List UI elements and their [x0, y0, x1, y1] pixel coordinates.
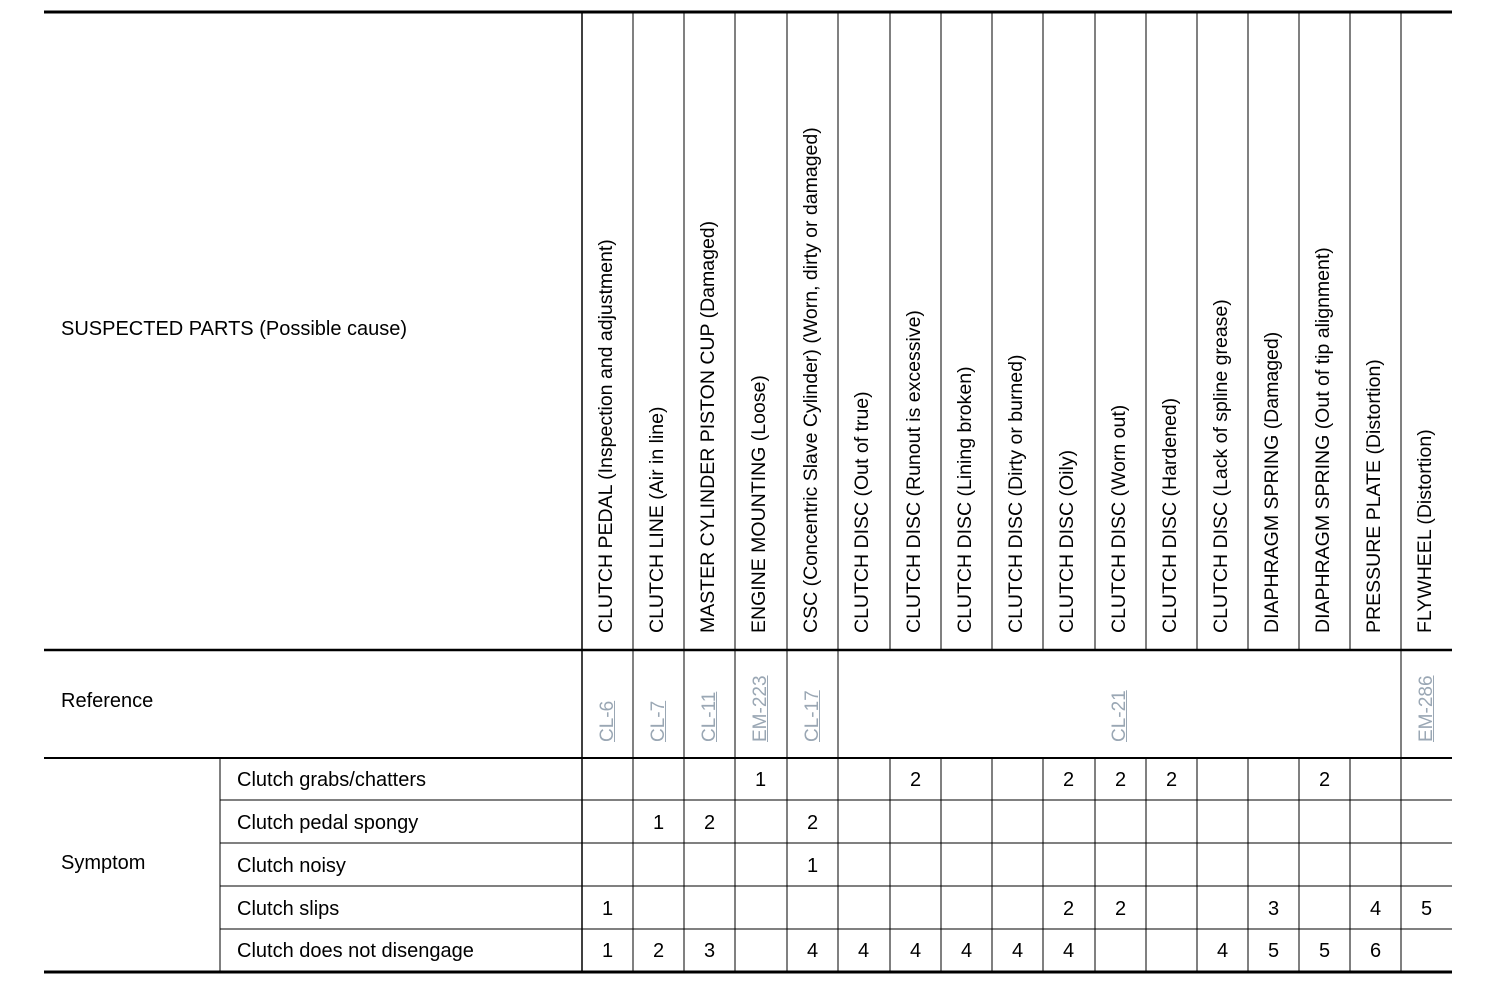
reference-link[interactable]: EM-223 [750, 675, 771, 742]
column-header: CLUTCH DISC (Oily) [1056, 449, 1078, 633]
reference-link[interactable]: CL-6 [596, 700, 618, 742]
symptom-row-label: Clutch does not disengage [237, 940, 474, 962]
priority-cell: 4 [960, 940, 973, 962]
priority-cell: 2 [1062, 897, 1075, 920]
column-header: MASTER CYLINDER PISTON CUP (Damaged) [697, 220, 719, 633]
column-header: CLUTCH DISC (Worn out) [1108, 404, 1130, 633]
column-header: CLUTCH DISC (Hardened) [1159, 397, 1181, 633]
priority-cell: 4 [1216, 940, 1229, 962]
priority-cell: 2 [1318, 769, 1331, 791]
reference-label: Reference [61, 690, 154, 712]
symptom-row-label: Clutch noisy [237, 854, 346, 877]
symptom-row-label: Clutch pedal spongy [237, 811, 419, 834]
column-header: CLUTCH DISC (Lack of spline grease) [1210, 299, 1232, 633]
priority-cell: 4 [1369, 897, 1382, 920]
symptom-row-label: Clutch grabs/chatters [237, 769, 426, 791]
priority-cell: 1 [601, 940, 614, 962]
column-header: DIAPHRAGM SPRING (Out of tip alignment) [1312, 247, 1334, 633]
reference-link[interactable]: CL-21 [1108, 690, 1130, 742]
priority-cell: 5 [1267, 940, 1280, 962]
column-header: CLUTCH DISC (Out of true) [851, 391, 873, 633]
priority-cell: 2 [1114, 897, 1127, 920]
priority-cell: 1 [754, 769, 767, 791]
column-header: ENGINE MOUNTING (Loose) [748, 375, 770, 633]
reference-link[interactable]: EM-286 [1415, 675, 1437, 742]
reference-link[interactable]: CL-11 [698, 691, 720, 742]
priority-cell: 2 [909, 769, 922, 791]
priority-cell: 6 [1369, 940, 1382, 962]
symptom-row-label: Clutch slips [237, 897, 340, 920]
priority-cell: 2 [652, 940, 665, 962]
priority-cell: 1 [652, 811, 665, 834]
priority-cell: 3 [1267, 897, 1280, 920]
priority-cell: 4 [1062, 940, 1075, 962]
priority-cell: 4 [806, 940, 819, 962]
priority-cell: 2 [1114, 769, 1127, 791]
column-header: CLUTCH LINE (Air in line) [646, 406, 668, 633]
reference-link[interactable]: CL-17 [801, 690, 823, 742]
symptom-label: Symptom [61, 852, 146, 874]
column-header: PRESSURE PLATE (Distortion) [1363, 359, 1385, 633]
priority-cell: 4 [1011, 940, 1024, 962]
column-header: CLUTCH PEDAL (Inspection and adjustment) [595, 239, 617, 633]
column-header: DIAPHRAGM SPRING (Damaged) [1261, 331, 1283, 633]
priority-cell: 5 [1318, 940, 1331, 962]
column-header: CLUTCH DISC (Runout is excessive) [903, 310, 925, 633]
priority-cell: 4 [909, 940, 922, 962]
column-header: CLUTCH DISC (Dirty or burned) [1005, 354, 1027, 633]
column-header: CLUTCH DISC (Lining broken) [954, 366, 976, 633]
priority-cell: 4 [857, 940, 870, 962]
priority-cell: 1 [601, 897, 614, 920]
priority-cell: 2 [1062, 769, 1075, 791]
column-header: CSC (Concentric Slave Cylinder) (Worn, dirty or damaged) [800, 127, 822, 633]
column-header: FLYWHEEL (Distortion) [1414, 429, 1436, 633]
priority-cell: 2 [703, 811, 716, 834]
priority-cell: 3 [703, 940, 716, 962]
priority-cell: 2 [806, 811, 819, 834]
priority-cell: 5 [1420, 897, 1433, 920]
priority-cell: 1 [806, 854, 819, 877]
reference-link[interactable]: CL-7 [647, 700, 669, 742]
suspected-parts-header: SUSPECTED PARTS (Possible cause) [61, 318, 408, 340]
priority-cell: 2 [1165, 769, 1178, 791]
